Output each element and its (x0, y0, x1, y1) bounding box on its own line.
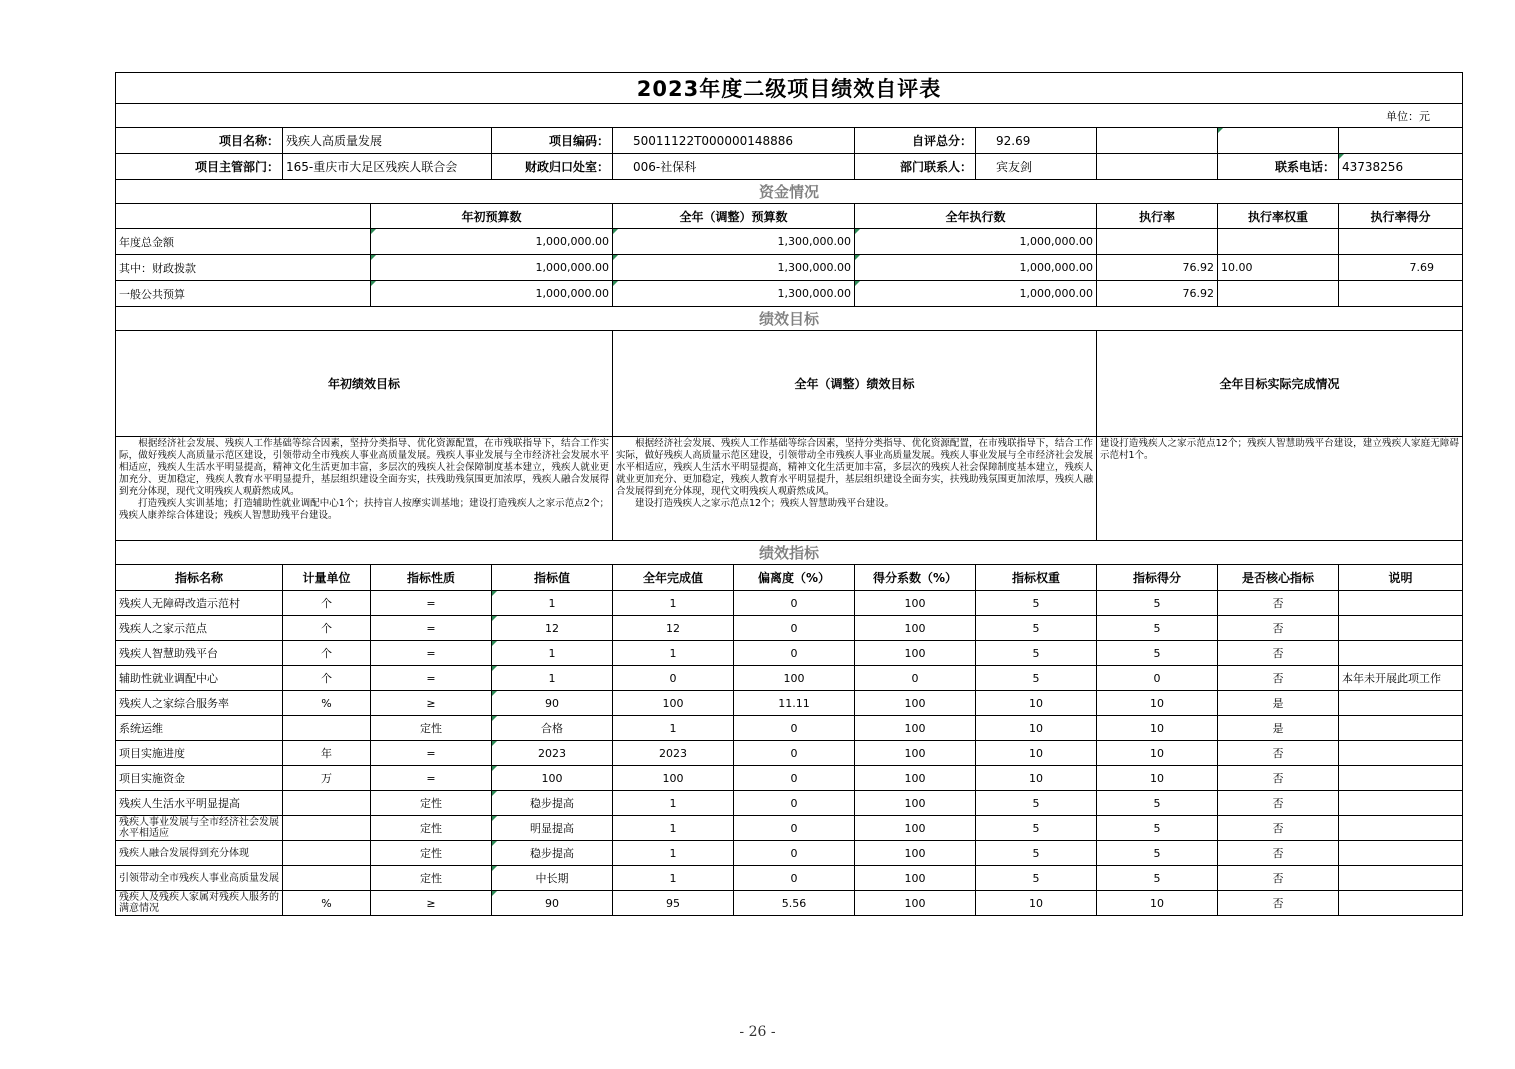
indicator-actual: 1 (613, 816, 734, 841)
total-score: 92.69 (976, 128, 1097, 154)
indicator-row (116, 841, 1463, 866)
indicator-nature: = (371, 641, 492, 666)
indicator-target: 稳步提高 (492, 841, 613, 866)
funds-header: 执行率权重 (1218, 204, 1339, 229)
indicator-deviation: 0 (734, 766, 855, 791)
project-code-label: 项目编码： (492, 128, 613, 154)
goals-header-initial: 年初绩效目标 (116, 331, 613, 437)
contact-label: 部门联系人： (855, 154, 976, 180)
indicator-coef: 0 (855, 666, 976, 691)
indicator-actual: 2023 (613, 741, 734, 766)
indicator-target: 100 (492, 766, 613, 791)
empty-cell (1218, 128, 1339, 154)
funds-rate: 76.92 (1097, 255, 1218, 281)
indicator-deviation: 100 (734, 666, 855, 691)
indicator-deviation: 0 (734, 641, 855, 666)
indicator-unit: 个 (283, 616, 371, 641)
funds-weight (1218, 281, 1339, 307)
sheet-title: 2023年度二级项目绩效自评表 (116, 73, 1463, 104)
indicator-score: 10 (1097, 891, 1218, 916)
indicator-core: 是 (1218, 716, 1339, 741)
indicator-actual: 95 (613, 891, 734, 916)
indicator-actual: 1 (613, 716, 734, 741)
funds-row-label: 年度总金额 (116, 229, 371, 255)
indicator-actual: 1 (613, 841, 734, 866)
indicator-core: 否 (1218, 616, 1339, 641)
indicator-deviation: 0 (734, 591, 855, 616)
indicator-coef: 100 (855, 816, 976, 841)
indicator-actual: 1 (613, 791, 734, 816)
indicator-unit (283, 816, 371, 841)
indicator-note (1339, 716, 1463, 741)
indicator-coef: 100 (855, 591, 976, 616)
indicator-name: 残疾人生活水平明显提高 (116, 791, 283, 816)
indicator-target: 1 (492, 591, 613, 616)
indicator-actual: 0 (613, 666, 734, 691)
indicator-nature: ≥ (371, 691, 492, 716)
funds-header: 全年（调整）预算数 (613, 204, 855, 229)
empty-cell (1097, 154, 1218, 180)
funds-weight (1218, 229, 1339, 255)
funds-initial: 1,000,000.00 (371, 255, 613, 281)
indicator-weight: 5 (976, 641, 1097, 666)
phone-number: 43738256 (1339, 154, 1463, 180)
indicator-core: 否 (1218, 766, 1339, 791)
indicator-unit: 个 (283, 666, 371, 691)
indicator-nature: = (371, 616, 492, 641)
indicator-nature: 定性 (371, 816, 492, 841)
funds-executed: 1,000,000.00 (855, 229, 1097, 255)
indicator-actual: 100 (613, 691, 734, 716)
indicator-note (1339, 641, 1463, 666)
indicator-note (1339, 841, 1463, 866)
indicator-note (1339, 791, 1463, 816)
indicator-target: 合格 (492, 716, 613, 741)
goals-header-adjusted: 全年（调整）绩效目标 (613, 331, 1097, 437)
indicator-core: 是 (1218, 691, 1339, 716)
indicator-coef: 100 (855, 791, 976, 816)
indicator-actual: 12 (613, 616, 734, 641)
goals-header-actual: 全年目标实际完成情况 (1097, 331, 1463, 437)
indicator-actual: 100 (613, 766, 734, 791)
indicator-target: 中长期 (492, 866, 613, 891)
indicator-note (1339, 616, 1463, 641)
funds-adjusted: 1,300,000.00 (613, 255, 855, 281)
indicator-deviation: 0 (734, 716, 855, 741)
funds-initial: 1,000,000.00 (371, 229, 613, 255)
indicator-name: 残疾人无障碍改造示范村 (116, 591, 283, 616)
indicator-name: 辅助性就业调配中心 (116, 666, 283, 691)
indicator-nature: 定性 (371, 791, 492, 816)
indicator-name: 残疾人之家示范点 (116, 616, 283, 641)
funds-header: 执行率得分 (1339, 204, 1463, 229)
indicator-unit (283, 866, 371, 891)
indicator-core: 否 (1218, 791, 1339, 816)
indicator-unit: % (283, 691, 371, 716)
indicator-target: 12 (492, 616, 613, 641)
contact-name: 宾友剑 (976, 154, 1097, 180)
dept-name: 165-重庆市大足区残疾人联合会 (283, 154, 492, 180)
funds-header: 全年执行数 (855, 204, 1097, 229)
indicator-header: 指标权重 (976, 565, 1097, 591)
indicator-name: 残疾人事业发展与全市经济社会发展水平相适应 (116, 816, 283, 841)
indicator-core: 否 (1218, 891, 1339, 916)
indicator-row (116, 741, 1463, 766)
indicator-weight: 5 (976, 816, 1097, 841)
project-code: 50011122T000000148886 (613, 128, 855, 154)
indicator-note (1339, 866, 1463, 891)
indicator-unit: 年 (283, 741, 371, 766)
goals-initial-paragraph: 打造残疾人实训基地；打造辅助性就业调配中心1个；扶持盲人按摩实训基地；建设打造残疾人之家示范点2个；残疾人康养综合体建设；残疾人智慧助残平台建设。 (119, 498, 609, 521)
indicator-core: 否 (1218, 866, 1339, 891)
evaluation-sheet (115, 72, 1462, 916)
indicator-deviation: 0 (734, 791, 855, 816)
indicator-row (116, 891, 1463, 916)
indicator-score: 10 (1097, 716, 1218, 741)
indicator-row (116, 766, 1463, 791)
indicator-name: 引领带动全市残疾人事业高质量发展 (116, 866, 283, 891)
funds-score (1339, 229, 1463, 255)
funds-rate: 76.92 (1097, 281, 1218, 307)
indicator-core: 否 (1218, 741, 1339, 766)
indicator-nature: 定性 (371, 866, 492, 891)
indicator-core: 否 (1218, 816, 1339, 841)
indicator-score: 5 (1097, 591, 1218, 616)
goals-adjusted-paragraph: 根据经济社会发展、残疾人工作基础等综合因素，坚持分类指导、优化资源配置，在市残联指导下，结合工作实际，做好残疾人高质量示范区建设，引领带动全市残疾人事业高质量发展。残疾人事业发展与全市经济社会发展水平相适应，残疾人生活水平明显提高，精神文化生活更加丰富，多层次的残疾人社会保障制度基本建立，残疾人就业更加充分、更加稳定，残疾人教育水平明显提升，基层组织建设全面夯实，扶残助残氛围更加浓厚，残疾人融合发展得到充分体现，现代文明残疾人观蔚然成风。 (616, 438, 1093, 497)
indicator-deviation: 0 (734, 866, 855, 891)
funds-row-label: 一般公共预算 (116, 281, 371, 307)
indicator-score: 5 (1097, 641, 1218, 666)
indicator-score: 5 (1097, 791, 1218, 816)
indicator-header: 说明 (1339, 565, 1463, 591)
indicator-name: 残疾人智慧助残平台 (116, 641, 283, 666)
empty-cell (1097, 128, 1218, 154)
indicator-note (1339, 691, 1463, 716)
indicator-nature: = (371, 666, 492, 691)
indicator-core: 否 (1218, 666, 1339, 691)
evaluation-table (115, 72, 1463, 916)
indicator-score: 10 (1097, 691, 1218, 716)
indicator-name: 残疾人及残疾人家属对残疾人服务的满意情况 (116, 891, 283, 916)
indicator-coef: 100 (855, 691, 976, 716)
goals-adjusted-text (613, 437, 1097, 541)
indicator-coef: 100 (855, 716, 976, 741)
indicator-note (1339, 591, 1463, 616)
funds-initial: 1,000,000.00 (371, 281, 613, 307)
project-name-label: 项目名称： (116, 128, 283, 154)
indicator-weight: 10 (976, 766, 1097, 791)
indicator-actual: 1 (613, 591, 734, 616)
indicator-header: 指标得分 (1097, 565, 1218, 591)
finance-office: 006-社保科 (613, 154, 855, 180)
indicator-row (116, 616, 1463, 641)
indicator-row (116, 666, 1463, 691)
unit-label: 单位：元 (116, 104, 1463, 128)
indicator-score: 5 (1097, 616, 1218, 641)
indicator-row (116, 691, 1463, 716)
indicator-header: 全年完成值 (613, 565, 734, 591)
indicator-header: 指标值 (492, 565, 613, 591)
indicator-header: 计量单位 (283, 565, 371, 591)
indicator-core: 否 (1218, 641, 1339, 666)
goals-section-title: 绩效目标 (116, 307, 1463, 331)
funds-header: 年初预算数 (371, 204, 613, 229)
indicator-row (116, 591, 1463, 616)
indicator-unit (283, 791, 371, 816)
indicator-coef: 100 (855, 616, 976, 641)
dept-label: 项目主管部门： (116, 154, 283, 180)
indicators-section-title: 绩效指标 (116, 541, 1463, 565)
indicator-header: 得分系数（%） (855, 565, 976, 591)
indicator-nature: ≥ (371, 891, 492, 916)
indicator-weight: 5 (976, 666, 1097, 691)
indicator-core: 否 (1218, 841, 1339, 866)
funds-score (1339, 281, 1463, 307)
indicator-deviation: 0 (734, 741, 855, 766)
indicator-weight: 10 (976, 891, 1097, 916)
indicator-note: 本年未开展此项工作 (1339, 666, 1463, 691)
indicator-target: 明显提高 (492, 816, 613, 841)
funds-section-title: 资金情况 (116, 180, 1463, 204)
indicator-note (1339, 816, 1463, 841)
indicator-coef: 100 (855, 891, 976, 916)
indicator-row (116, 641, 1463, 666)
indicator-target: 90 (492, 691, 613, 716)
goals-actual-text: 建设打造残疾人之家示范点12个；残疾人智慧助残平台建设，建立残疾人家庭无障碍示范村1个。 (1097, 437, 1463, 541)
indicator-nature: = (371, 766, 492, 791)
indicator-weight: 5 (976, 591, 1097, 616)
indicator-header: 偏离度（%） (734, 565, 855, 591)
indicator-target: 稳步提高 (492, 791, 613, 816)
score-label: 自评总分： (855, 128, 976, 154)
indicator-row (116, 716, 1463, 741)
indicator-target: 2023 (492, 741, 613, 766)
page-number: - 26 - (739, 1024, 776, 1040)
indicator-weight: 10 (976, 716, 1097, 741)
indicator-deviation: 5.56 (734, 891, 855, 916)
finance-label: 财政归口处室： (492, 154, 613, 180)
indicator-nature: 定性 (371, 716, 492, 741)
indicator-deviation: 11.11 (734, 691, 855, 716)
indicator-weight: 10 (976, 741, 1097, 766)
indicator-score: 5 (1097, 866, 1218, 891)
indicator-actual: 1 (613, 866, 734, 891)
indicator-target: 90 (492, 891, 613, 916)
indicator-weight: 5 (976, 866, 1097, 891)
indicator-unit: 万 (283, 766, 371, 791)
indicator-note (1339, 741, 1463, 766)
funds-adjusted: 1,300,000.00 (613, 229, 855, 255)
indicator-header: 指标名称 (116, 565, 283, 591)
indicator-name: 项目实施进度 (116, 741, 283, 766)
indicator-core: 否 (1218, 591, 1339, 616)
indicator-weight: 10 (976, 691, 1097, 716)
indicator-score: 0 (1097, 666, 1218, 691)
goals-initial-text (116, 437, 613, 541)
indicator-header: 是否核心指标 (1218, 565, 1339, 591)
indicators-header-row (116, 565, 1463, 591)
indicator-coef: 100 (855, 866, 976, 891)
funds-executed: 1,000,000.00 (855, 281, 1097, 307)
indicator-nature: = (371, 591, 492, 616)
indicator-unit: 个 (283, 641, 371, 666)
indicator-coef: 100 (855, 766, 976, 791)
indicator-score: 10 (1097, 741, 1218, 766)
funds-weight: 10.00 (1218, 255, 1339, 281)
indicator-note (1339, 891, 1463, 916)
funds-adjusted: 1,300,000.00 (613, 281, 855, 307)
funds-score: 7.69 (1339, 255, 1463, 281)
indicator-coef: 100 (855, 641, 976, 666)
indicator-header: 指标性质 (371, 565, 492, 591)
indicator-name: 残疾人融合发展得到充分体现 (116, 841, 283, 866)
goals-adjusted-paragraph: 建设打造残疾人之家示范点12个；残疾人智慧助残平台建设。 (616, 498, 895, 509)
indicator-nature: 定性 (371, 841, 492, 866)
indicator-row (116, 866, 1463, 891)
funds-header-blank (116, 204, 371, 229)
indicators-body (116, 591, 1463, 916)
indicator-name: 项目实施资金 (116, 766, 283, 791)
indicator-row (116, 791, 1463, 816)
indicator-coef: 100 (855, 841, 976, 866)
goals-initial-paragraph: 根据经济社会发展、残疾人工作基础等综合因素，坚持分类指导、优化资源配置，在市残联指导下，结合工作实际，做好残疾人高质量示范区建设，引领带动全市残疾人事业高质量发展。残疾人事业发展与全市经济社会发展水平相适应，残疾人生活水平明显提高，精神文化生活更加丰富，多层次的残疾人社会保障制度基本建立，残疾人就业更加充分、更加稳定，残疾人教育水平明显提升，基层组织建设全面夯实，扶残助残氛围更加浓厚，残疾人融合发展得到充分体现，现代文明残疾人观蔚然成风。 (119, 438, 609, 497)
indicator-weight: 5 (976, 616, 1097, 641)
indicator-score: 5 (1097, 816, 1218, 841)
indicator-coef: 100 (855, 741, 976, 766)
indicator-weight: 5 (976, 841, 1097, 866)
project-name: 残疾人高质量发展 (283, 128, 492, 154)
empty-cell (1339, 128, 1463, 154)
indicator-unit (283, 716, 371, 741)
indicator-deviation: 0 (734, 816, 855, 841)
indicator-deviation: 0 (734, 616, 855, 641)
indicator-weight: 5 (976, 791, 1097, 816)
indicator-target: 1 (492, 666, 613, 691)
indicator-unit: % (283, 891, 371, 916)
indicator-score: 5 (1097, 841, 1218, 866)
indicator-name: 系统运维 (116, 716, 283, 741)
indicator-deviation: 0 (734, 841, 855, 866)
indicator-target: 1 (492, 641, 613, 666)
indicator-unit (283, 841, 371, 866)
funds-executed: 1,000,000.00 (855, 255, 1097, 281)
funds-rate (1097, 229, 1218, 255)
indicator-nature: = (371, 741, 492, 766)
indicator-unit: 个 (283, 591, 371, 616)
funds-row-label: 其中：财政拨款 (116, 255, 371, 281)
indicator-name: 残疾人之家综合服务率 (116, 691, 283, 716)
phone-label: 联系电话： (1218, 154, 1339, 180)
indicator-note (1339, 766, 1463, 791)
indicator-score: 10 (1097, 766, 1218, 791)
indicator-row (116, 816, 1463, 841)
indicator-actual: 1 (613, 641, 734, 666)
funds-header: 执行率 (1097, 204, 1218, 229)
